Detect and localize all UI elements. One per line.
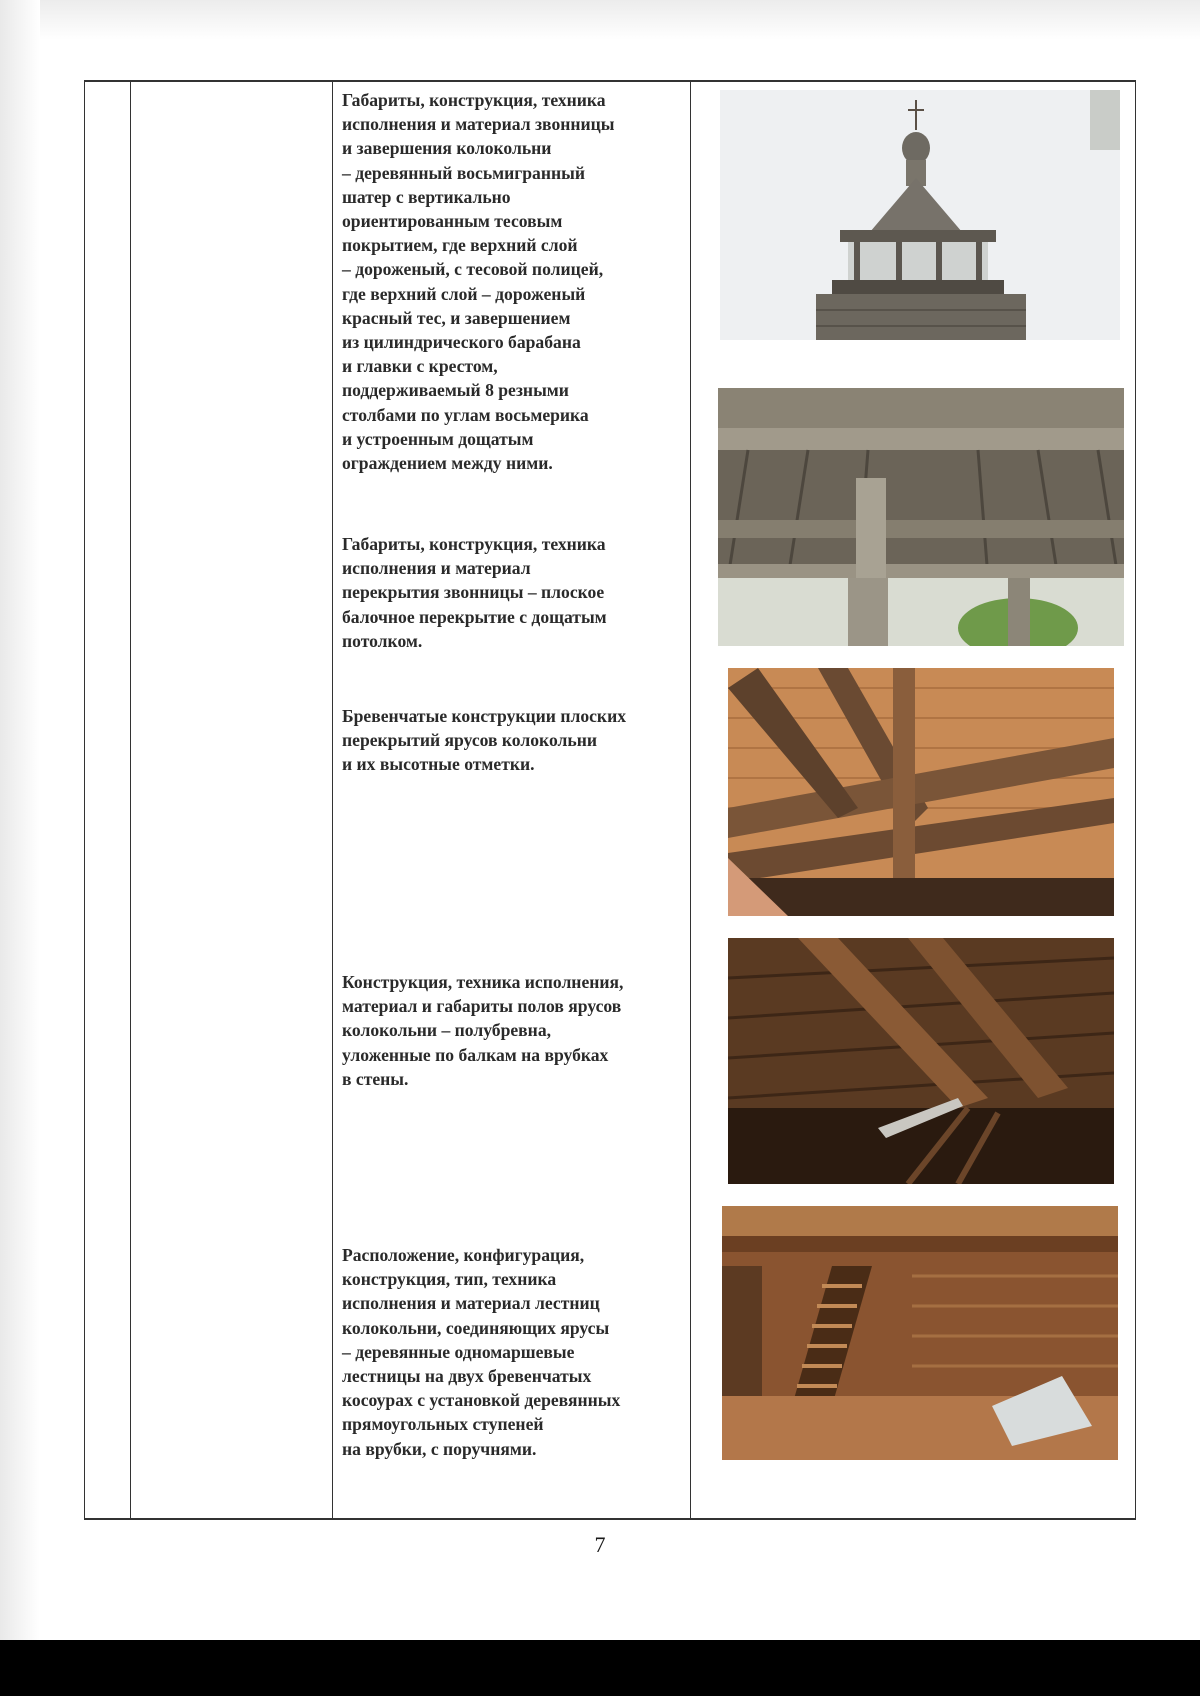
photo-staircase <box>722 1206 1118 1460</box>
scan-bottom-band <box>0 1640 1200 1696</box>
photo-tier-floor-beams <box>728 938 1114 1184</box>
photo-belfry-ceiling <box>718 388 1124 646</box>
entry-staircases: Расположение, конфигурация, конструкция, тип, техника исполнения и материал лестниц колокольни, соединяющих ярусы – деревянные одномаршевые лестницы на двух бревенчатых косоурах с установкой деревянных прямоугольных ступеней на врубки, с поручнями. <box>342 1245 621 1459</box>
page-number: 7 <box>594 1532 606 1557</box>
scan-shadow-left <box>0 0 40 1640</box>
table-column-divider <box>332 80 333 1520</box>
photo-tier-ceiling-logs <box>728 668 1114 916</box>
entry-tier-ceilings: Бревенчатые конструкции плоских перекрытий ярусов колокольни и их высотные отметки. <box>342 706 627 775</box>
entry-tier-floors: Конструкция, техника исполнения, материал и габариты полов ярусов колокольни – полубревна, уложенные по балкам на врубках в стены. <box>342 972 624 1089</box>
table-column-divider <box>690 80 691 1520</box>
entry-belfry-completion: Габариты, конструкция, техника исполнения и материал звонницы и завершения колокольни – деревянный восьмигранный шатер с вертикально ориентированным тесовым покрытием, где верхний слой – дороженый, с тесовой полицей, где верхний слой – дороженый красный тес, и завершением из цилиндрического барабана и главки с крестом, поддерживаемый 8 резными столбами по углам восьмерика и устроенным дощатым ограждением между ними. <box>342 90 615 474</box>
entry-belfry-ceiling: Габариты, конструкция, техника исполнения и материал перекрытия звонницы – плоское балочное перекрытие с дощатым потолком. <box>342 534 607 651</box>
photo-belfry-tent-roof <box>720 90 1120 340</box>
scan-shadow-top <box>0 0 1200 40</box>
table-column-divider <box>130 80 131 1520</box>
